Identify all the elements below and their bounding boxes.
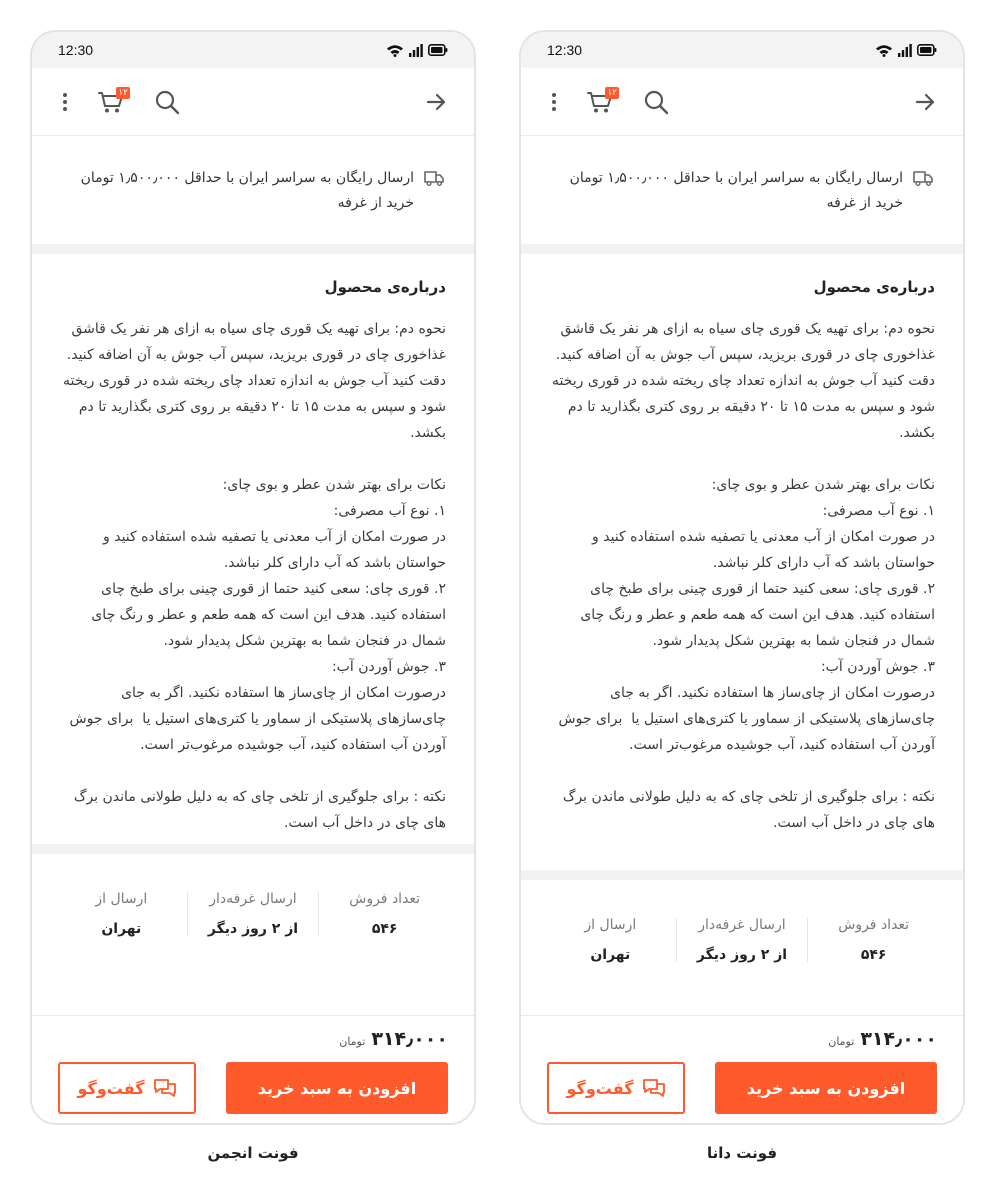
status-bar	[32, 32, 474, 68]
stat-ship-from	[545, 917, 676, 963]
product-stats	[521, 880, 963, 1000]
free-shipping-text: ارسال رایگان به سراسر ایران با حداقل ۱٫۵۰۰٫۰۰۰ تومان خرید از غرفه	[569, 170, 903, 211]
chat-icon	[642, 1078, 666, 1098]
caption-left: فونت انجمن	[207, 1144, 299, 1162]
status-icons	[875, 44, 937, 57]
purchase-footer	[521, 1015, 963, 1123]
stat-value: از ۲ روز دیگر	[207, 921, 299, 937]
caption-right: فونت دانا	[706, 1144, 778, 1162]
about-title: درباره‌ی محصول	[813, 278, 935, 296]
status-icons	[386, 44, 448, 57]
back-button[interactable]	[915, 93, 935, 111]
app-bar	[521, 68, 963, 136]
phone-mockup-right	[519, 30, 965, 1125]
price	[547, 1028, 937, 1054]
stat-label: تعداد فروش	[349, 891, 421, 907]
status-time: 12:30	[58, 42, 94, 58]
price-value: ۳۱۴٫۰۰۰	[860, 1028, 937, 1050]
search-icon	[643, 89, 669, 115]
chat-button-label: گفت‌وگو	[566, 1078, 634, 1098]
stat-label: ارسال از	[95, 891, 148, 907]
more-menu-button[interactable]	[551, 92, 557, 112]
stat-seller-shipping	[677, 917, 808, 963]
stat-divider	[676, 918, 677, 962]
status-bar	[521, 32, 963, 68]
free-shipping-notice	[521, 136, 963, 244]
status-time: 12:30	[547, 42, 583, 58]
chat-icon	[153, 1078, 177, 1098]
back-arrow-icon	[915, 93, 935, 111]
search-icon	[154, 89, 180, 115]
add-to-cart-button[interactable]: افزودن به سبد خرید	[715, 1062, 937, 1114]
truck-icon	[913, 170, 933, 186]
battery-icon	[428, 44, 448, 56]
about-product-section	[521, 254, 963, 870]
back-button[interactable]	[426, 93, 446, 111]
about-product-section	[32, 254, 474, 844]
stat-value: تهران	[590, 947, 631, 963]
cart-button[interactable]	[587, 87, 617, 114]
stat-value: ۵۴۶	[860, 947, 887, 963]
product-stats	[32, 854, 474, 974]
about-title: درباره‌ی محصول	[324, 278, 446, 296]
stat-divider	[807, 918, 808, 962]
section-divider	[521, 870, 963, 880]
back-arrow-icon	[426, 93, 446, 111]
free-shipping-text: ارسال رایگان به سراسر ایران با حداقل ۱٫۵۰۰٫۰۰۰ تومان خرید از غرفه	[80, 170, 414, 211]
more-menu-button[interactable]	[62, 92, 68, 112]
price-value: ۳۱۴٫۰۰۰	[371, 1028, 448, 1050]
stat-label: تعداد فروش	[838, 917, 910, 933]
search-button[interactable]	[643, 89, 669, 115]
chat-button-label: گفت‌وگو	[77, 1078, 145, 1098]
cart-badge: ۱۲	[607, 87, 617, 98]
search-button[interactable]	[154, 89, 180, 115]
stat-sales	[319, 891, 450, 937]
stat-value: تهران	[101, 921, 142, 937]
section-divider	[32, 244, 474, 254]
phone-mockup-left	[30, 30, 476, 1125]
price-currency: تومان	[828, 1035, 855, 1048]
more-icon	[551, 92, 557, 112]
free-shipping-notice	[32, 136, 474, 244]
app-bar	[32, 68, 474, 136]
section-divider	[32, 844, 474, 854]
truck-icon	[424, 170, 444, 186]
stat-label: ارسال غرفه‌دار	[698, 917, 786, 933]
stat-label: ارسال غرفه‌دار	[209, 891, 297, 907]
wifi-icon	[875, 44, 893, 57]
price	[58, 1028, 448, 1054]
product-description: نحوه دم: برای تهیه یک قوری چای سیاه به ازای هر نفر یک قاشق غذاخوری چای در قوری بریزید، سپس آب جوش به آن اضافه کنید. دقت کنید آب جوش به اندازه تعداد چای ریخته شده در قوری ریخته شود و سپس به مدت ۱۵ تا ۲۰ دقیقه بر روی کتری بگذارید تا دم بکشد. نکات برای بهتر شدن عطر و بوی چای: ۱. نوع آب مصرفی: در صورت امکان از آب معدنی یا تصفیه شده استفاده کنید و حواستان باشد که آب دارای کلر نباشد. ۲. قوری چای: سعی کنید حتما از قوری چینی برای طبخ چای استفاده کنید. هدف این است که همه طعم و عطر و رنگ چای شمال در فنجان شما به بهترین شکل پدیدار شود. ۳. جوش آوردن آب: درصورت امکان از چای‌ساز ها استفاده نکنید. اگر به جای چای‌سازهای پلاستیکی از سماور یا کتری‌های استیل یا برای جوش آوردن آب استفاده کنید، آب جوشیده مرغوب‌تر است. نکته : برای جلوگیری از تلخی چای که به دلیل طولانی ماندن برگ های چای در داخل آب است.	[551, 321, 935, 831]
add-to-cart-button[interactable]: افزودن به سبد خرید	[226, 1062, 448, 1114]
signal-icon	[409, 44, 423, 57]
battery-icon	[917, 44, 937, 56]
cart-button[interactable]	[98, 87, 128, 114]
more-icon	[62, 92, 68, 112]
stat-sales	[808, 917, 939, 963]
wifi-icon	[386, 44, 404, 57]
price-currency: تومان	[339, 1035, 366, 1048]
stat-divider	[318, 892, 319, 936]
purchase-footer	[32, 1015, 474, 1123]
product-description: نحوه دم: برای تهیه یک قوری چای سیاه به ازای هر نفر یک قاشق غذاخوری چای در قوری بریزید، سپس آب جوش به آن اضافه کنید. دقت کنید آب جوش به اندازه تعداد چای ریخته شده در قوری ریخته شود و سپس به مدت ۱۵ تا ۲۰ دقیقه بر روی کتری بگذارید تا دم بکشد. نکات برای بهتر شدن عطر و بوی چای: ۱. نوع آب مصرفی: در صورت امکان از آب معدنی یا تصفیه شده استفاده کنید و حواستان باشد که آب دارای کلر نباشد. ۲. قوری چای: سعی کنید حتما از قوری چینی برای طبخ چای استفاده کنید. هدف این است که همه طعم و عطر و رنگ چای شمال در فنجان شما به بهترین شکل پدیدار شود. ۳. جوش آوردن آب: درصورت امکان از چای‌ساز ها استفاده نکنید. اگر به جای چای‌سازهای پلاستیکی از سماور یا کتری‌های استیل یا برای جوش آوردن آب استفاده کنید، آب جوشیده مرغوب‌تر است. نکته : برای جلوگیری از تلخی چای که به دلیل طولانی ماندن برگ های چای در داخل آب است.	[62, 321, 446, 831]
stat-divider	[187, 892, 188, 936]
section-divider	[521, 244, 963, 254]
chat-button[interactable]	[58, 1062, 196, 1114]
cart-badge: ۱۲	[118, 87, 128, 98]
signal-icon	[898, 44, 912, 57]
stat-ship-from	[56, 891, 187, 937]
stat-seller-shipping	[188, 891, 319, 937]
chat-button[interactable]	[547, 1062, 685, 1114]
stat-label: ارسال از	[584, 917, 637, 933]
stat-value: ۵۴۶	[371, 921, 398, 937]
stat-value: از ۲ روز دیگر	[696, 947, 788, 963]
